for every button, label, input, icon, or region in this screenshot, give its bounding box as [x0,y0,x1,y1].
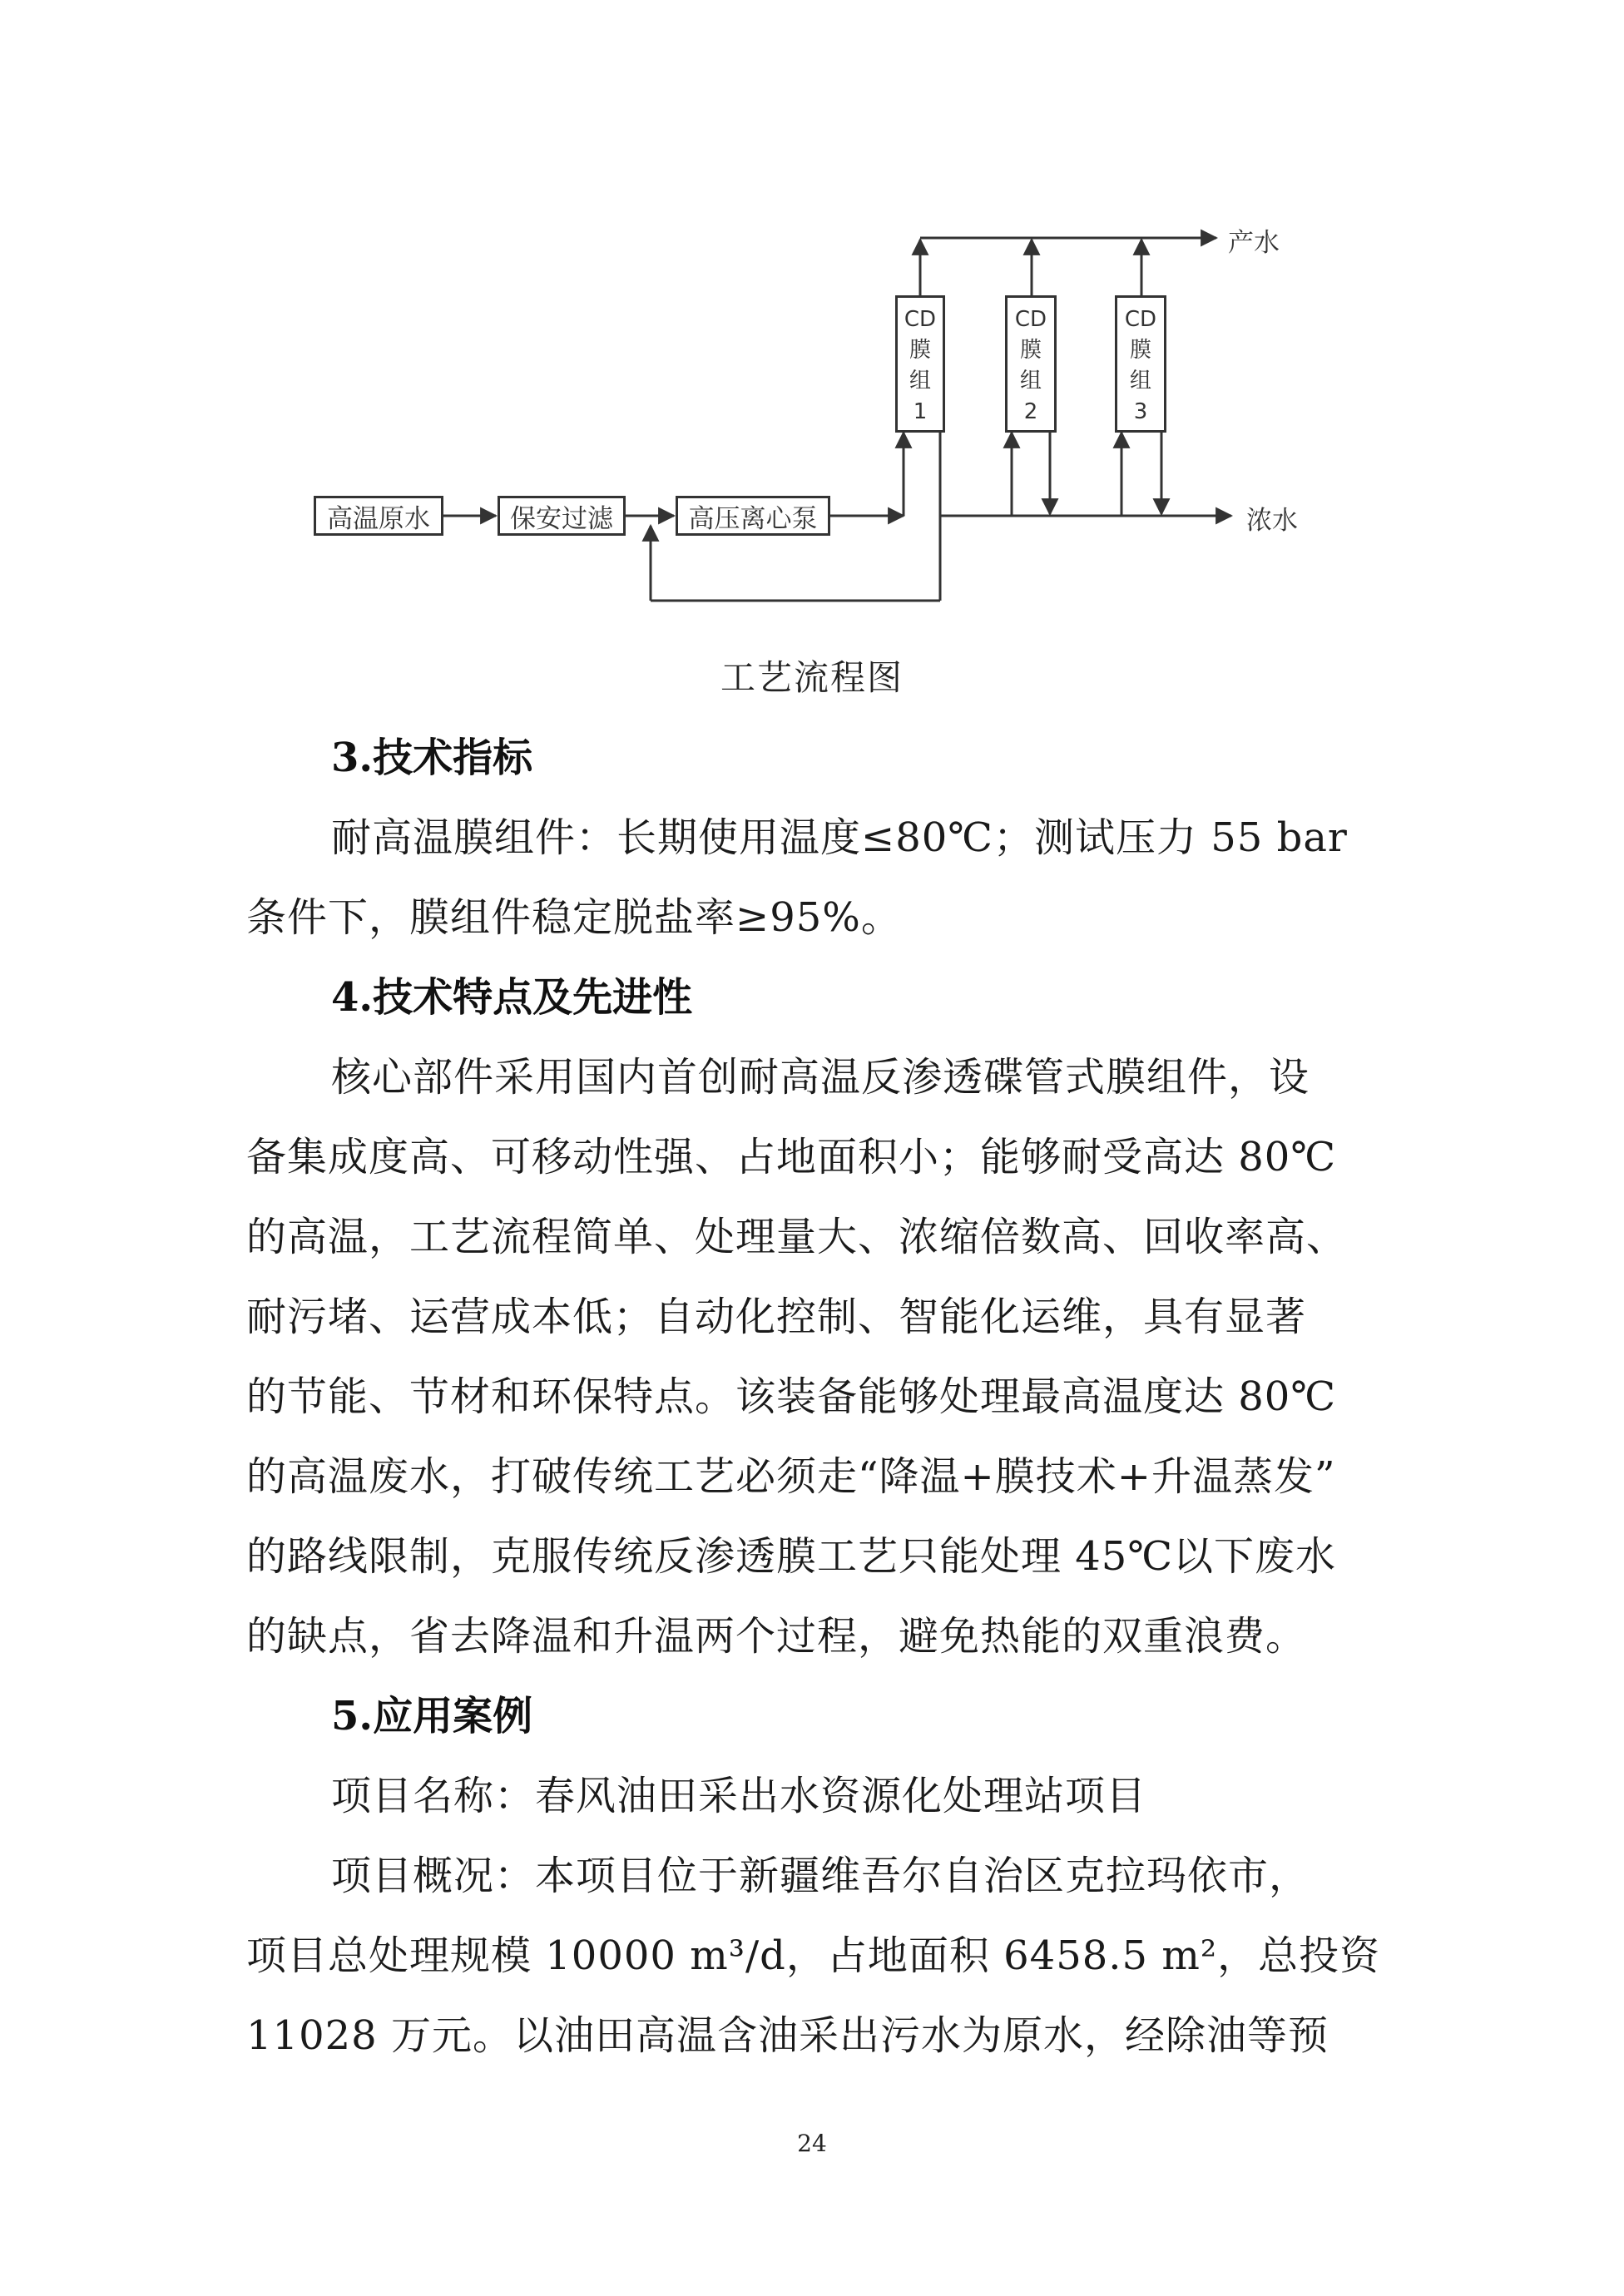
label-product-water: 产水 [1228,228,1280,258]
cd-module-1 [895,295,945,433]
cd-module-2-line3: 组 [1019,369,1042,393]
cd-module-3-line2: 膜 [1129,338,1151,363]
section-4-line-2: 备集成度高、可移动性强、占地面积小；能够耐受高达 80℃ [246,1134,1337,1180]
box-security-filter: 保安过滤 [498,496,626,536]
cd-module-3-line1: CD [1124,307,1157,332]
section-5-line-2: 项目概况：本项目位于新疆维吾尔自治区克拉玛依市， [331,1853,1310,1899]
section-4-line-5: 的节能、节材和环保特点。该装备能够处理最高温度达 80℃ [246,1373,1337,1420]
cd-module-2-line2: 膜 [1019,338,1042,363]
section-3-line-2: 条件下，膜组件稳定脱盐率≥95%。 [246,894,902,941]
section-4-line-6: 的高温废水，打破传统工艺必须走“降温+膜技术+升温蒸发” [246,1453,1336,1500]
section-4-line-1: 核心部件采用国内首创耐高温反渗透碟管式膜组件，设 [331,1054,1310,1101]
section-4-line-8: 的缺点，省去降温和升温两个过程，避免热能的双重浪费。 [246,1613,1307,1660]
cd-module-1-line3: 组 [909,369,931,393]
cd-module-3-line4: 3 [1133,399,1148,424]
process-flow-diagram [0,0,1624,649]
cd-module-3-line3: 组 [1129,369,1151,393]
page-number: 24 [797,2130,827,2157]
box-raw-water: 高温原水 [314,496,443,536]
cd-module-1-line1: CD [904,307,937,332]
cd-module-1-line4: 1 [913,399,928,424]
section-5-line-1: 项目名称：春风油田采出水资源化处理站项目 [331,1773,1147,1819]
flow-connectors [0,0,1624,649]
cd-module-3 [1115,295,1166,433]
diagram-caption: 工艺流程图 [720,657,904,698]
section-4-line-7: 的路线限制，克服传统反渗透膜工艺只能处理 45℃以下废水 [246,1533,1337,1580]
cd-module-2-line1: CD [1014,307,1047,332]
section-4-line-3: 的高温，工艺流程简单、处理量大、浓缩倍数高、回收率高、 [246,1214,1348,1260]
label-concentrate: 浓水 [1246,506,1298,536]
cd-module-2 [1005,295,1057,433]
section-4-heading: 4.技术特点及先进性 [331,974,693,1021]
section-5-line-4: 11028 万元。以油田高温含油采出污水为原水，经除油等预 [246,2012,1329,2059]
cd-module-2-line4: 2 [1023,399,1038,424]
section-3-heading: 3.技术指标 [331,735,533,781]
cd-module-1-line2: 膜 [909,338,931,363]
section-4-line-4: 耐污堵、运营成本低；自动化控制、智能化运维，具有显著 [246,1294,1307,1340]
section-5-heading: 5.应用案例 [331,1693,533,1739]
section-5-line-3: 项目总处理规模 10000 m³/d，占地面积 6458.5 m²，总投资 [246,1932,1381,1979]
box-high-pressure-pump: 高压离心泵 [676,496,830,536]
section-3-line-1: 耐高温膜组件：长期使用温度≤80℃；测试压力 55 bar [331,814,1348,861]
